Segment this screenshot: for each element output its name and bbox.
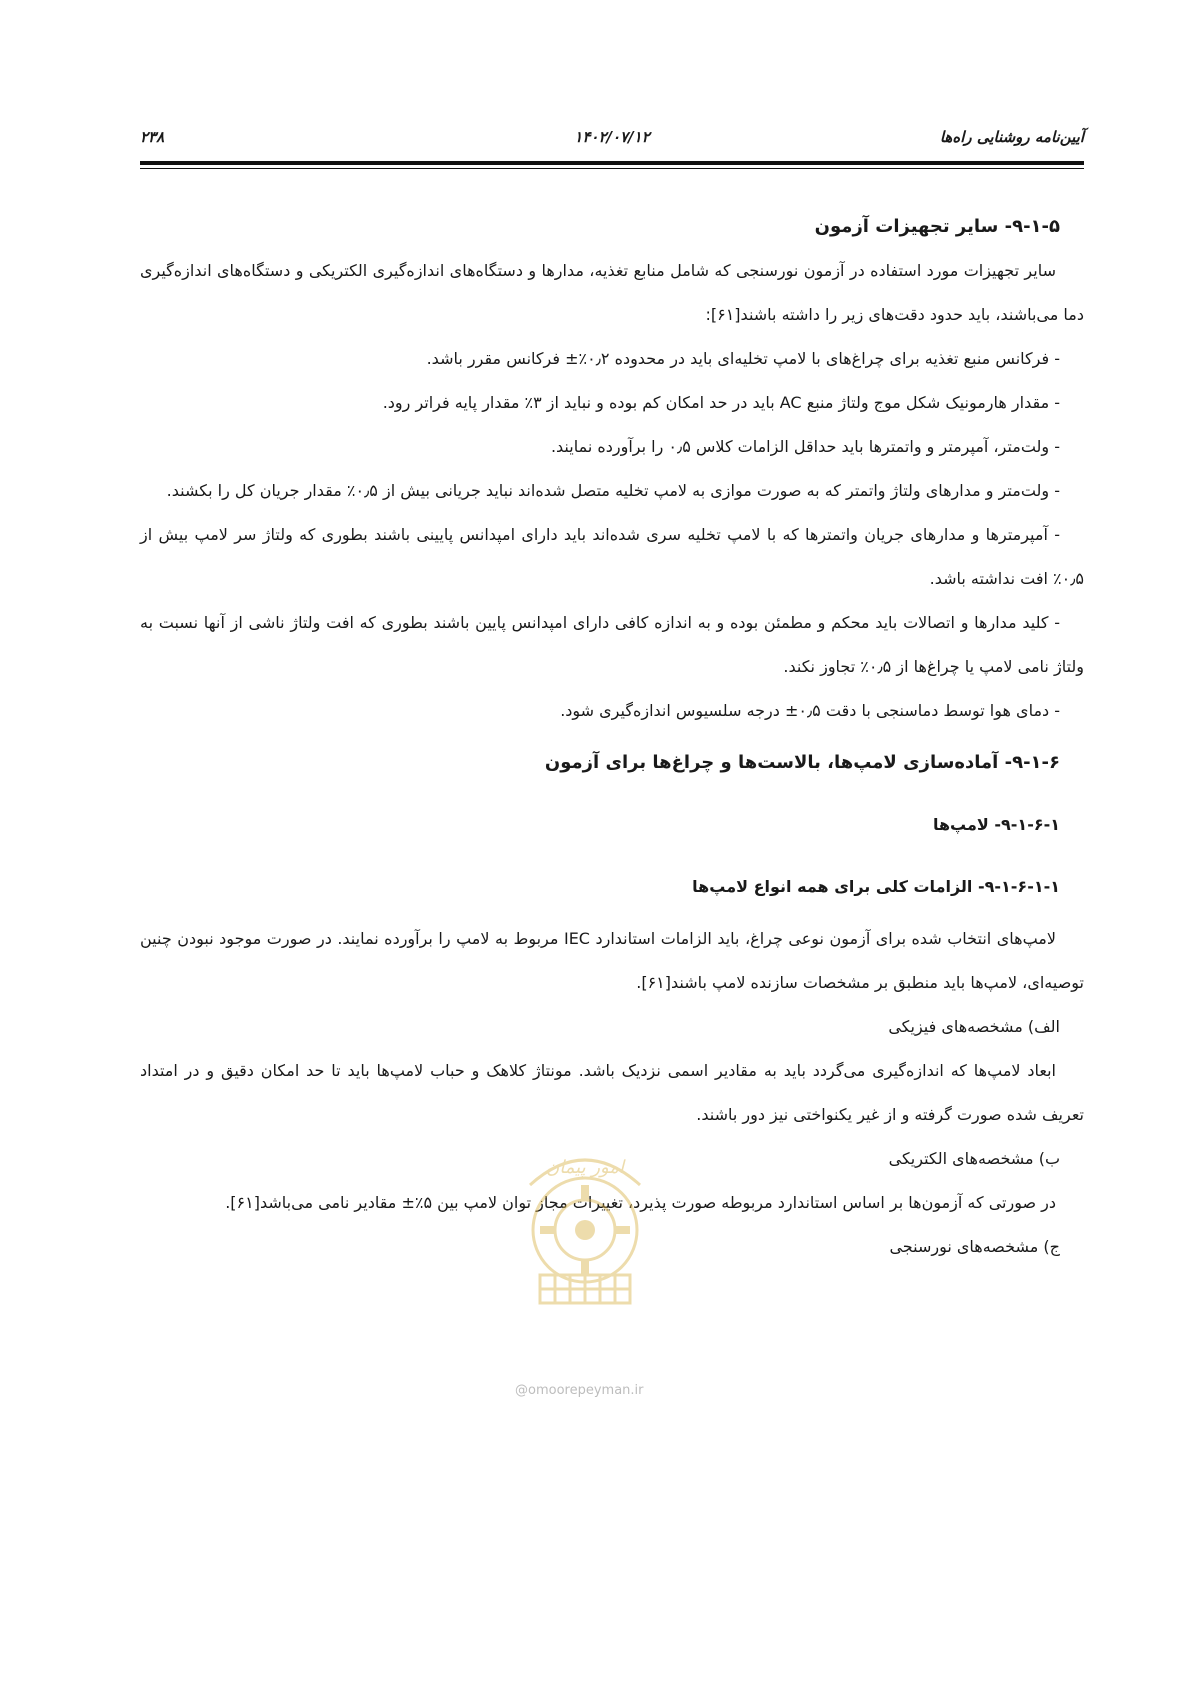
watermark-logo <box>500 1125 670 1315</box>
paragraph-general-requirements: لامپ‌های انتخاب شده برای آزمون نوعی چراغ، باید الزامات استاندارد IEC مربوط به لامپ را برآورده نمایند. در صورت موجود نبودن چنین توصیه‌ای، لامپ‌ها باید منطبق بر مشخصات سازنده لامپ باشند[۶۱]. <box>140 929 1084 992</box>
header-page-number: ۲۳۸ <box>140 128 165 146</box>
section-intro-paragraph: سایر تجهیزات مورد استفاده در آزمون نورسنجی که شامل منابع تغذیه، مدارها و دستگاه‌های اندازه‌گیری الکتریکی و دستگاه‌های اندازه‌گیری دما می‌باشند، باید حدود دقت‌های زیر را داشته باشند[۶۱]: <box>140 261 1084 324</box>
item-label-physical: الف) مشخصه‌های فیزیکی <box>888 1017 1060 1036</box>
subsection-heading-9-1-6-1: ۹-۱-۶-۱- لامپ‌ها <box>932 815 1060 834</box>
paragraph-physical: ابعاد لامپ‌ها که اندازه‌گیری می‌گردد باید به مقادیر اسمی نزدیک باشد. مونتاژ کلاهک و حباب لامپ‌ها باید تا حد امکان دقیق و در امتداد تعریف شده صورت گرفته و از غیر یکنواختی نیز دور باشند. <box>140 1061 1084 1124</box>
subsection-heading-9-1-6-1-1: ۹-۱-۶-۱-۱- الزامات کلی برای همه انواع لامپ‌ها <box>692 877 1060 896</box>
watermark-url: @omoorepeyman.ir <box>515 1383 644 1398</box>
page-body <box>140 205 1084 1269</box>
list-item: - آمپرمترها و مدارهای جریان واتمترها که با لامپ تخلیه سری شده‌اند باید دارای امپدانس پایینی باشند بطوری که ولتاژ سر لامپ بیش از ۰٫۵٪ افت نداشته باشد. <box>140 525 1084 588</box>
list-item: - کلید مدارها و اتصالات باید محکم و مطمئن بوده و به اندازه کافی دارای امپدانس پایین باشند بطوری که افت ولتاژ ناشی از آنها نسبت به ولتاژ نامی لامپ یا چراغ‌ها از ۰٫۵٪ تجاوز نکند. <box>140 613 1084 676</box>
item-label-photometric: ج) مشخصه‌های نورسنجی <box>889 1237 1060 1256</box>
item-label-electrical: ب) مشخصه‌های الکتریکی <box>888 1149 1060 1168</box>
list-item: - ولت‌متر، آمپرمتر و واتمترها باید حداقل الزامات کلاس ۰٫۵ را برآورده نمایند. <box>550 437 1060 456</box>
header-date: ۱۴۰۲/۰۷/۱۲ <box>574 128 650 146</box>
section-heading-9-1-6: ۹-۱-۶- آماده‌سازی لامپ‌ها، بالاست‌ها و چراغ‌ها برای آزمون <box>544 752 1060 773</box>
list-item: - فرکانس منبع تغذیه برای چراغ‌های با لامپ تخلیه‌ای باید در محدوده ۰٫۲٪± فرکانس مقرر باشد. <box>426 349 1060 368</box>
page-header <box>140 128 1084 150</box>
paragraph-electrical: در صورتی که آزمون‌ها بر اساس استاندارد مربوطه صورت پذیرد، تغییرات مجاز توان لامپ بین ۵٪± مقادیر نامی می‌باشد[۶۱]. <box>225 1193 1056 1212</box>
section-heading-9-1-5: ۹-۱-۵- سایر تجهیزات آزمون <box>814 216 1060 237</box>
header-document-title: آیین‌نامه روشنایی راه‌ها <box>939 128 1084 146</box>
list-item: - مقدار هارمونیک شکل موج ولتاژ منبع AC باید در حد امکان کم بوده و نباید از ۳٪ مقدار پایه فراتر رود. <box>382 393 1060 412</box>
watermark-logo-text: امور پیمان <box>546 1157 624 1178</box>
list-item: - دمای هوا توسط دماسنجی با دقت ۰٫۵± درجه سلسیوس اندازه‌گیری شود. <box>560 701 1060 720</box>
header-rule-thin <box>140 168 1084 169</box>
header-rule-thick <box>140 161 1084 165</box>
list-item: - ولت‌متر و مدارهای ولتاژ واتمتر که به صورت موازی به لامپ تخلیه متصل شده‌اند نباید جریانی بیش از ۰٫۵٪ مقدار جریان کل را بکشند. <box>166 481 1060 500</box>
